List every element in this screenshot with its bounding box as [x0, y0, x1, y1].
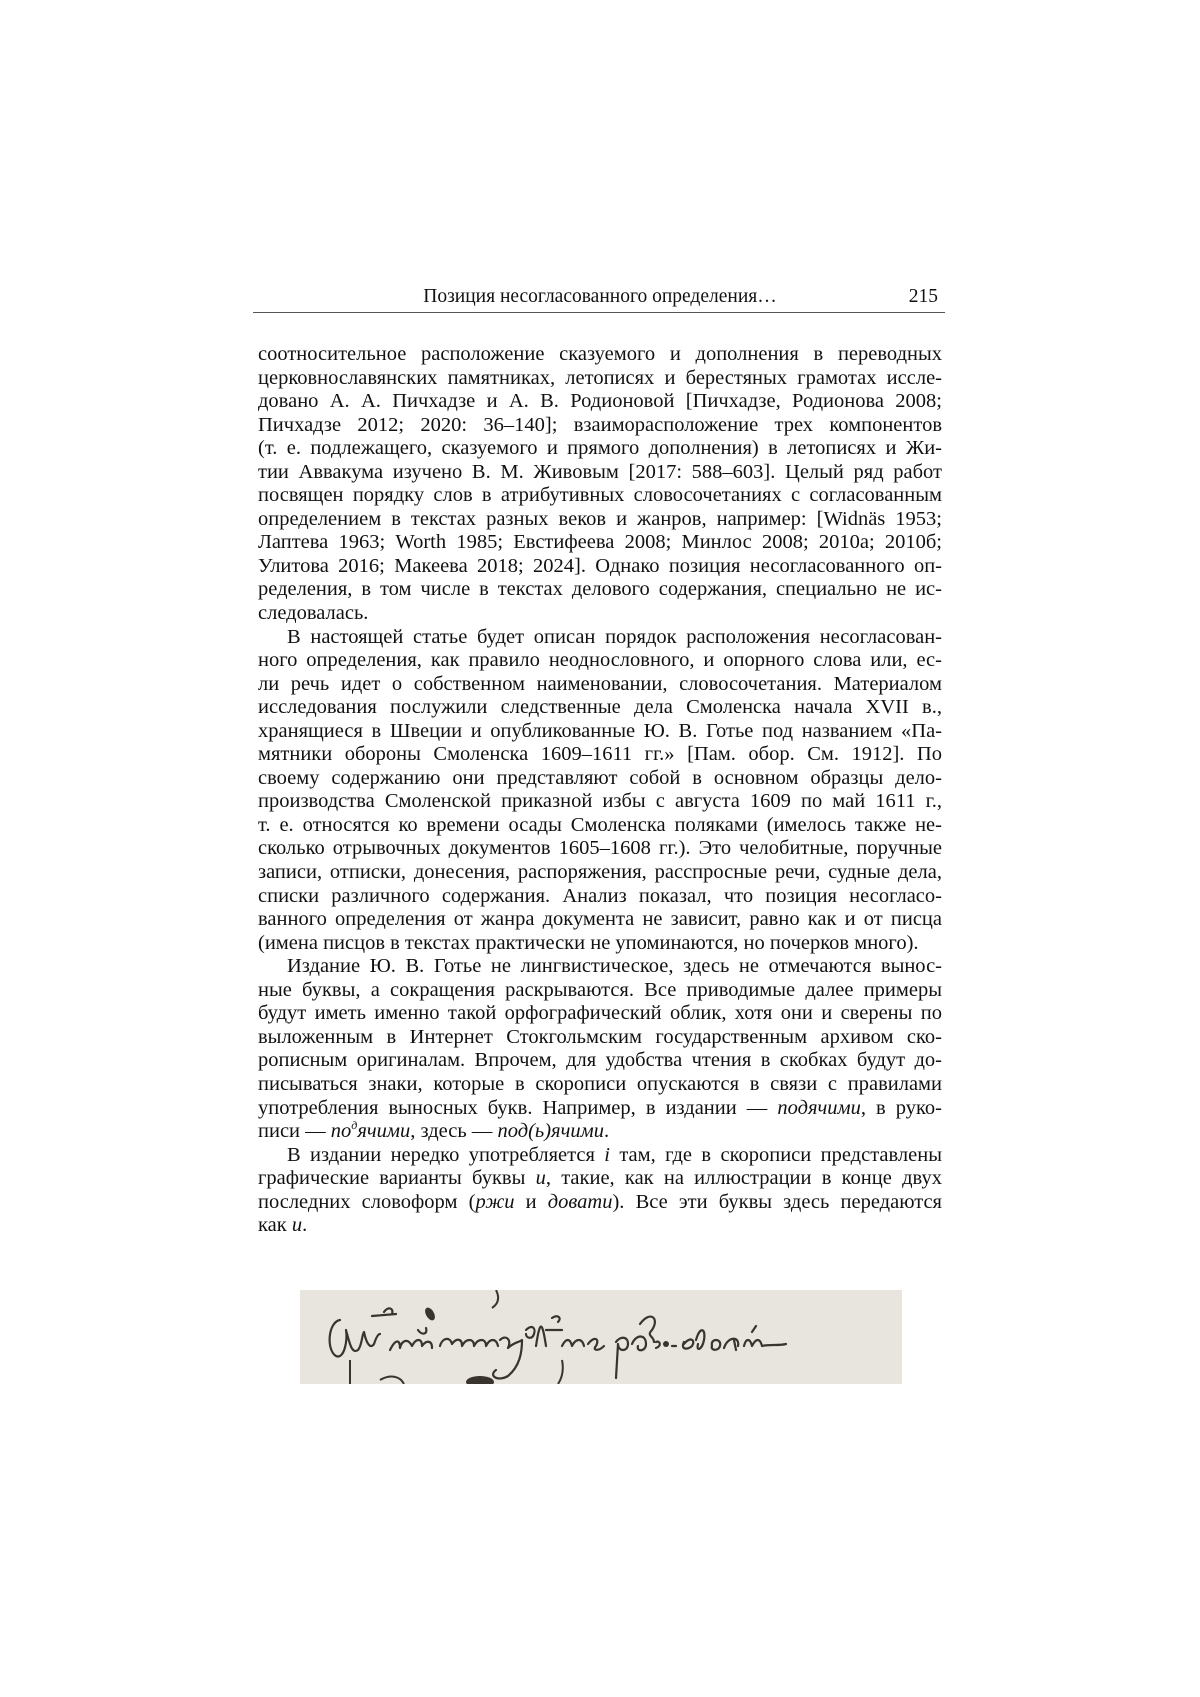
text-line: ределения, в том числе в текстах делового содержания, специально не ис-: [258, 578, 942, 601]
text-segment: .: [603, 1120, 610, 1143]
text-segment: .: [302, 1214, 308, 1237]
running-header: [258, 285, 942, 309]
text-segment: употребления выносных букв. Например, в издании —: [258, 1096, 778, 1119]
text-line: Лаптева 1963; Worth 1985; Евстифеева 2008; Минлос 2008; 2010а; 2010б;: [258, 531, 942, 554]
paragraph: [258, 955, 942, 1143]
running-title: Позиция несогласованного определения…: [423, 286, 777, 307]
text-line: ли речь идет о собственном наименовании, словосочетания. Материалом: [258, 672, 942, 695]
text-line: [258, 1214, 942, 1238]
text-line: [258, 1191, 942, 1215]
text-line: своему содержанию они представляют собой в основном образцы дело-: [258, 766, 942, 789]
text-segment: последних словоформ (: [258, 1190, 476, 1213]
italic-text: по: [330, 1120, 352, 1143]
text-segment: ). Все эти буквы здесь передаются: [612, 1190, 942, 1213]
italic-text: подячими: [777, 1096, 861, 1119]
paragraph: [258, 626, 942, 956]
text-segment: писи —: [258, 1120, 331, 1143]
text-line: В настоящей статье будет описан порядок расположения несогласован-: [287, 625, 942, 648]
text-line: рописным оригиналам. Впрочем, для удобства чтения в скобках будут до-: [258, 1049, 942, 1072]
text-segment: графические варианты буквы: [258, 1167, 536, 1190]
text-line: определением в текстах разных веков и жанров, например: [Widnäs 1953;: [258, 507, 942, 530]
italic-text: і: [604, 1143, 610, 1166]
text-segment: как: [258, 1214, 292, 1237]
italic-text: довати: [547, 1190, 613, 1213]
text-line: следовалась.: [258, 602, 369, 625]
superscript-letter: д: [351, 1118, 358, 1133]
text-line: тии Аввакума изучено В. М. Живовым [2017: 588–603]. Целый ряд работ: [258, 460, 942, 483]
text-line: исследования послужили следственные дела Смоленска начала XVII в.,: [258, 696, 942, 719]
text-line: выложенным в Интернет Стокгольмским государственным архивом ско-: [258, 1025, 942, 1048]
text-line: писываться знаки, которые в скорописи опускаются в связи с правилами: [258, 1072, 942, 1095]
paragraph: [258, 343, 942, 626]
text-segment: , такие, как на иллюстрации в конце двух: [545, 1167, 942, 1190]
text-line: мятники обороны Смоленска 1609–1611 гг.» [Пам. обор. См. 1912]. По: [258, 743, 942, 766]
text-line: записи, отписки, донесения, распоряжения, расспросные речи, судные дела,: [258, 861, 942, 884]
italic-text: и: [291, 1214, 303, 1237]
text-line: ванного определения от жанра документа не зависит, равно как и от писца: [258, 908, 942, 931]
text-line: т. е. относятся ко времени осады Смоленска поляками (имелось также не-: [258, 813, 942, 836]
italic-text: ржи: [475, 1190, 515, 1213]
text-line: Улитова 2016; Макеева 2018; 2024]. Однако позиция несогласованного оп-: [258, 554, 942, 577]
page-number: 215: [908, 286, 938, 307]
text-line: [258, 1097, 942, 1121]
text-line: будут иметь именно такой орфографический облик, хотя они и сверены по: [258, 1002, 942, 1025]
body-text: [258, 343, 942, 1238]
text-line: сколько отрывочных документов 1605–1608 гг.). Это челобитные, поручные: [258, 837, 942, 860]
text-line: [258, 1167, 942, 1191]
header-rule: [253, 312, 945, 313]
text-line: [258, 1120, 942, 1144]
text-segment: В издании нередко употребляется: [287, 1143, 605, 1166]
italic-text: ячими: [357, 1120, 411, 1143]
italic-text: и: [535, 1167, 546, 1190]
text-line: церковнославянских памятниках, летописях и берестяных грамотах иссле-: [258, 366, 942, 389]
text-line: соотносительное расположение сказуемого и дополнения в переводных: [258, 343, 942, 365]
text-segment: , в руко-: [860, 1096, 942, 1119]
text-line: ные буквы, а сокращения раскрываются. Все приводимые далее примеры: [258, 978, 942, 1001]
text-line: довано А. А. Пичхадзе и А. В. Родионовой [Пичхадзе, Родионова 2008;: [258, 390, 942, 413]
text-segment: и: [514, 1190, 548, 1213]
text-line: списки различного содержания. Анализ показал, что позиция несогласо-: [258, 884, 942, 907]
manuscript-illustration: [300, 1290, 902, 1384]
text-line: (т. е. подлежащего, сказуемого и прямого дополнения) в летописях и Жи-: [258, 437, 942, 460]
italic-text: под(ь)ячими: [497, 1120, 604, 1143]
text-line: посвящен порядку слов в атрибутивных словосочетаниях с согласованным: [258, 484, 942, 507]
text-line: Пичхадзе 2012; 2020: 36–140]; взаиморасположение трех компонентов: [258, 413, 942, 436]
text-line: Издание Ю. В. Готье не лингвистическое, здесь не отмечаются вынос-: [287, 955, 942, 978]
text-line: хранящиеся в Швеции и опубликованные Ю. В. Готье под названием «Па-: [258, 719, 942, 742]
text-segment: , здесь —: [410, 1120, 498, 1143]
text-segment: там, где в скорописи представлены: [609, 1143, 942, 1166]
text-line: [258, 1144, 942, 1168]
text-line: производства Смоленской приказной избы с августа 1609 по май 1611 г.,: [258, 790, 942, 813]
text-line: ного определения, как правило неоднословного, и опорного слова или, ес-: [258, 649, 942, 672]
handwriting-image: [300, 1290, 902, 1384]
text-line: (имена писцов в текстах практически не упоминаются, но почерков много).: [258, 931, 919, 954]
paragraph: [258, 1144, 942, 1238]
